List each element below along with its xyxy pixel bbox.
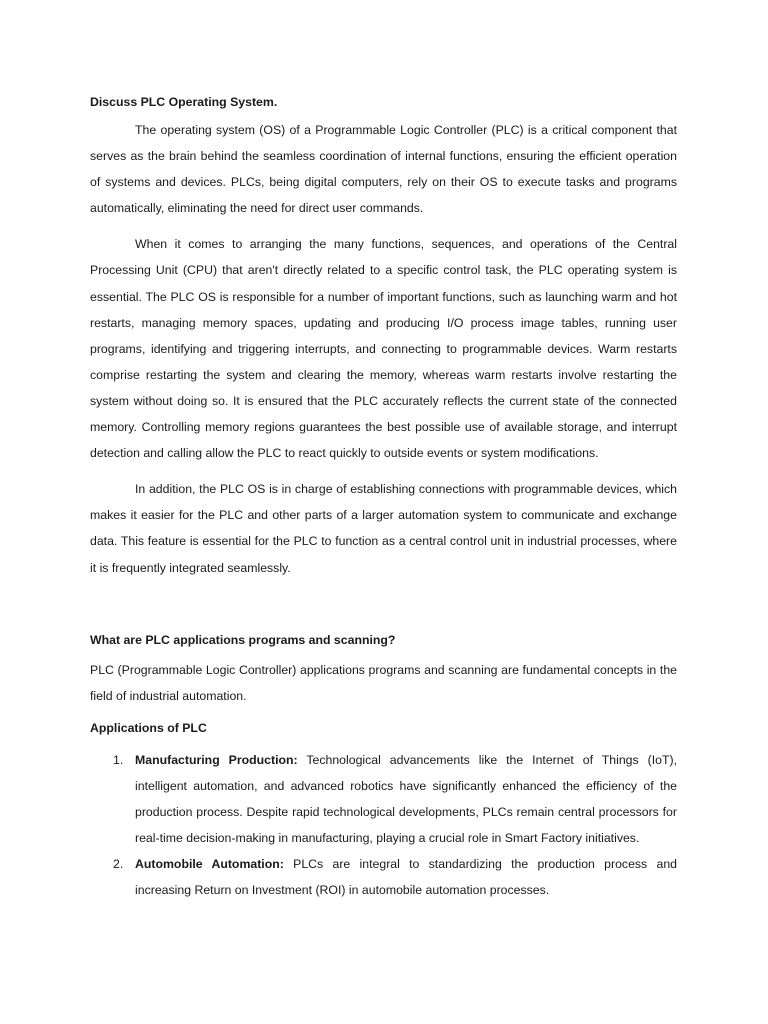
paragraph: PLC (Programmable Logic Controller) applications programs and scanning are fundamental concepts in the field of industrial automation. [90, 662, 677, 703]
paragraph: The operating system (OS) of a Programmable Logic Controller (PLC) is a critical component that serves as the brain behind the seamless coordination of internal functions, ensuring the efficient operation of systems and devices. PLCs, being digital computers, rely on their OS to execute tasks and programs automatically, eliminating the need for direct user commands. [90, 123, 677, 216]
list-number: 1. [113, 752, 124, 767]
list-item [113, 851, 677, 903]
list-item-lead: Automobile Automation: [135, 857, 284, 872]
paragraph: In addition, the PLC OS is in charge of establishing connections with programmable devices, which makes it easier for the PLC and other parts of a larger automation system to communicate and exchange data. This feature is essential for the PLC to function as a central control unit in industrial processes, where it is frequently integrated seamlessly. [90, 482, 677, 575]
list-item-text: PLCs are integral to standardizing the production process and increasing Return on Investment (ROI) in automobile automation processes. [135, 857, 677, 898]
list-item-text: Technological advancements like the Internet of Things (IoT), intelligent automation, and advanced robotics have significantly enhanced the efficiency of the production process. Despite rapid technological developments, PLCs remain central processors for real-time decision-making in manufacturing, playing a crucial role in Smart Factory initiatives. [135, 752, 677, 846]
paragraph: When it comes to arranging the many functions, sequences, and operations of the Central Processing Unit (CPU) that aren't directly related to a specific control task, the PLC operating system is essential. The PLC OS is responsible for a number of important functions, such as launching warm and hot restarts, managing memory spaces, updating and producing I/O process image tables, running user programs, identifying and triggering interrupts, and connecting to programmable devices. Warm restarts comprise restarting the system and clearing the memory, whereas warm restarts involve restarting the system without doing so. It is ensured that the PLC accurately reflects the current state of the connected memory. Controlling memory regions guarantees the best possible use of available storage, and interrupt detection and calling allow the PLC to react quickly to outside events or system modifications. [90, 237, 677, 461]
list-item [113, 747, 677, 851]
list-number: 2. [113, 857, 124, 872]
list-item-lead: Manufacturing Production: [135, 752, 298, 767]
applications-list [90, 747, 677, 904]
section-heading-applications-scanning: What are PLC applications programs and scanning? [90, 632, 396, 647]
subheading-applications: Applications of PLC [90, 720, 207, 735]
section-heading-plc-os: Discuss PLC Operating System. [90, 95, 278, 109]
